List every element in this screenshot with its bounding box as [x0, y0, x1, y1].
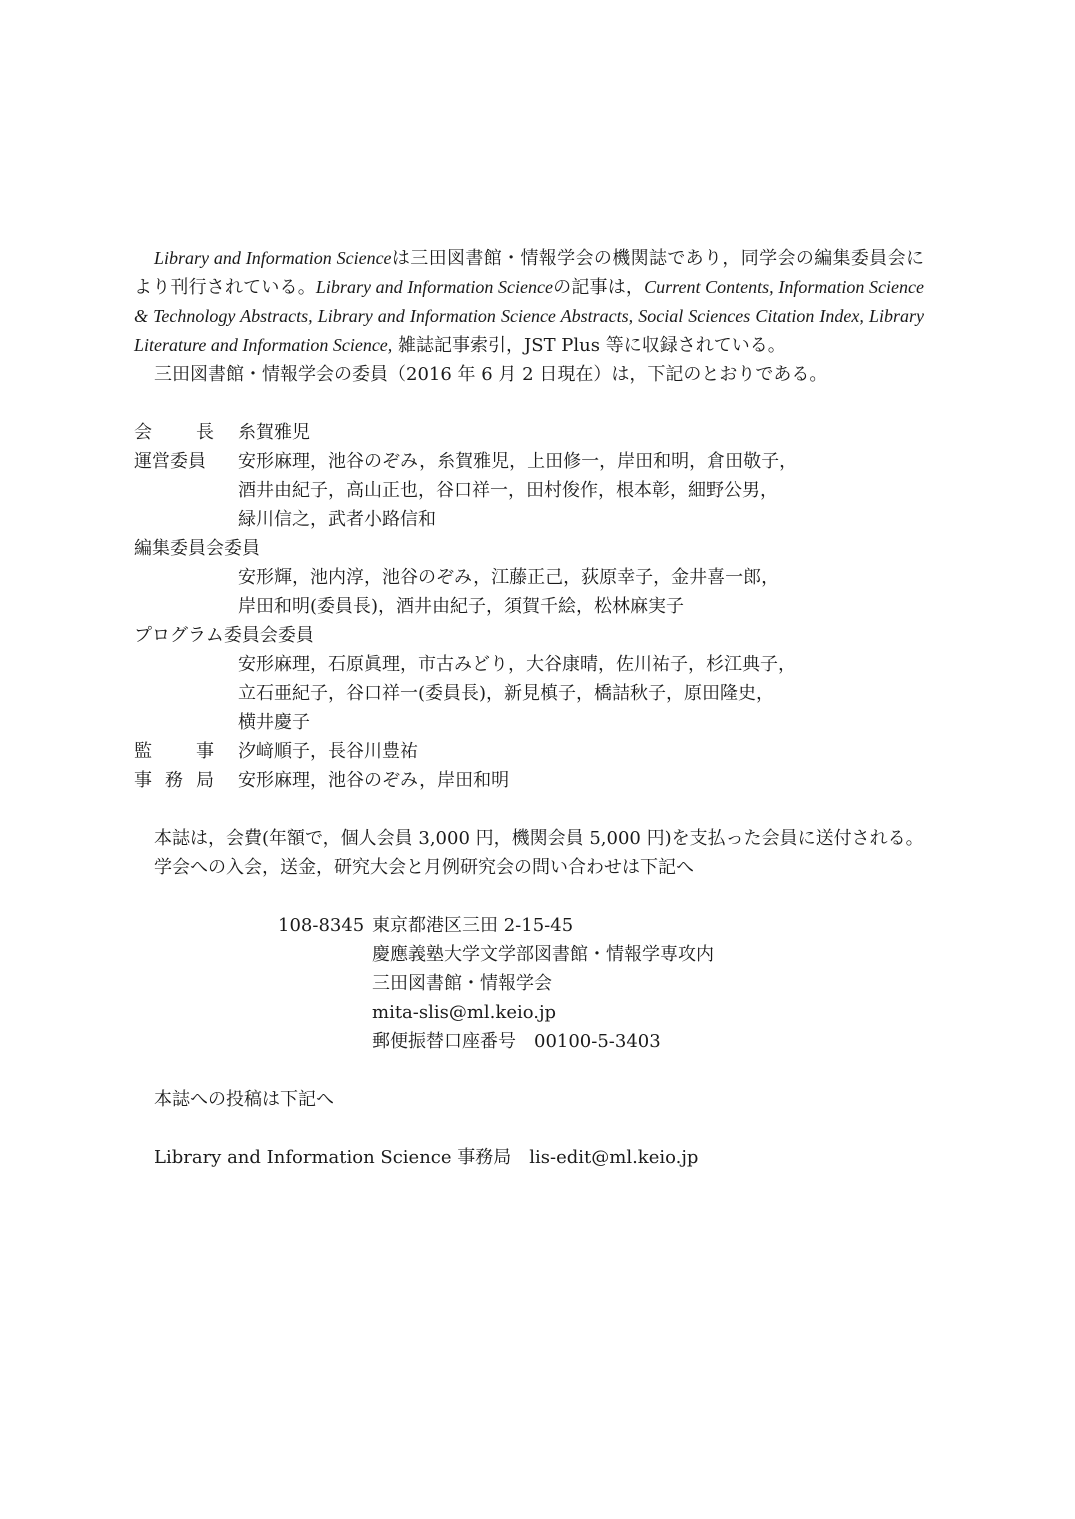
roster-line: 安形麻理，石原眞理，市古みどり，大谷康晴，佐川祐子，杉江典子，: [238, 654, 796, 675]
address-society: 三田図書館・情報学会: [372, 973, 552, 994]
roster-label-program: プログラム委員会委員: [134, 625, 314, 646]
postal-transfer-account: 郵便振替口座番号 00100-5-3403: [372, 1031, 661, 1052]
membership-fee-paragraph: 本誌は，会費(年額で，個人会員 3,000 円，機関会員 5,000 円)を支払った会員に送付される。: [154, 828, 924, 849]
submission-intro: 本誌への投稿は下記へ: [154, 1089, 334, 1110]
intro-paragraph-2: 三田図書館・情報学会の委員（2016 年 6 月 2 日現在）は，下記のとおりである。: [154, 364, 828, 385]
roster-label-president: 会 長: [134, 422, 214, 443]
journal-title: Library and Information Science: [154, 248, 392, 268]
address-lines: [372, 911, 714, 1056]
intro-text-1: は三田図書館・情報学会の機関誌であり，同学会の編集委員会により刊行されている。: [134, 248, 924, 298]
roster-line: 立石亜紀子，谷口祥一(委員長)，新見槙子，橋詰秋子，原田隆史，: [238, 683, 775, 704]
intro-text-3: 雑誌記事索引，JST Plus 等に収録されている。: [398, 335, 786, 356]
inquiry-paragraph: 学会への入会，送金，研究大会と月例研究会の問い合わせは下記へ: [154, 857, 694, 878]
roster-row-auditor: [134, 737, 924, 766]
address-street: 東京都港区三田 2-15-45: [372, 915, 574, 936]
intro-paragraph-1: [134, 244, 924, 360]
journal-title-2: Library and Information Science: [315, 277, 553, 297]
contact-address: [278, 911, 924, 1056]
roster-names-steering: [238, 447, 924, 534]
roster-names-editorial: [134, 563, 924, 621]
roster-line: 緑川信之，武者小路信和: [238, 509, 436, 530]
document-page: [134, 244, 924, 1172]
roster-row-steering: [134, 447, 924, 534]
roster-label-editorial: 編集委員会委員: [134, 538, 260, 559]
roster-line: 岸田和明(委員長)，酒井由紀子，須賀千絵，松林麻実子: [238, 596, 685, 617]
postal-code: 108-8345: [278, 915, 365, 936]
roster-row-secretariat: [134, 766, 924, 795]
committee-roster: [134, 418, 924, 795]
roster-line: 安形麻理，池谷のぞみ，糸賀雅児，上田修一，岸田和明，倉田敬子，: [238, 451, 798, 472]
roster-row-president: [134, 418, 924, 447]
address-department: 慶應義塾大学文学部図書館・情報学専攻内: [372, 944, 714, 965]
index-list: Current Contents, Information Science & Technology Abstracts, Library and Information Science Abstracts, Social Sciences Citation Index, Library Literature and Information Science,: [134, 277, 924, 355]
roster-label-secretariat: 事 務 局: [134, 770, 214, 791]
roster-line: 安形輝，池内淳，池谷のぞみ，江藤正己，荻原幸子，金井喜一郎，: [238, 567, 780, 588]
submission-office: Library and Information Science 事務局 lis-edit@ml.keio.jp: [154, 1147, 699, 1168]
intro-text-2: の記事は，: [552, 277, 645, 298]
roster-names-secretariat: 安形麻理，池谷のぞみ，岸田和明: [238, 770, 510, 791]
roster-names-president: 糸賀雅児: [238, 422, 310, 443]
roster-line: 酒井由紀子，高山正也，谷口祥一，田村俊作，根本彰，細野公男，: [238, 480, 778, 501]
roster-label-auditor: 監 事: [134, 741, 214, 762]
roster-line: 横井慶子: [238, 712, 310, 733]
roster-label-steering: 運営委員: [134, 451, 206, 472]
roster-names-program: [134, 650, 924, 737]
roster-names-auditor: 汐﨑順子，長谷川豊祐: [238, 741, 418, 762]
contact-email: mita-slis@ml.keio.jp: [372, 1002, 557, 1023]
intro-section: [134, 244, 924, 389]
